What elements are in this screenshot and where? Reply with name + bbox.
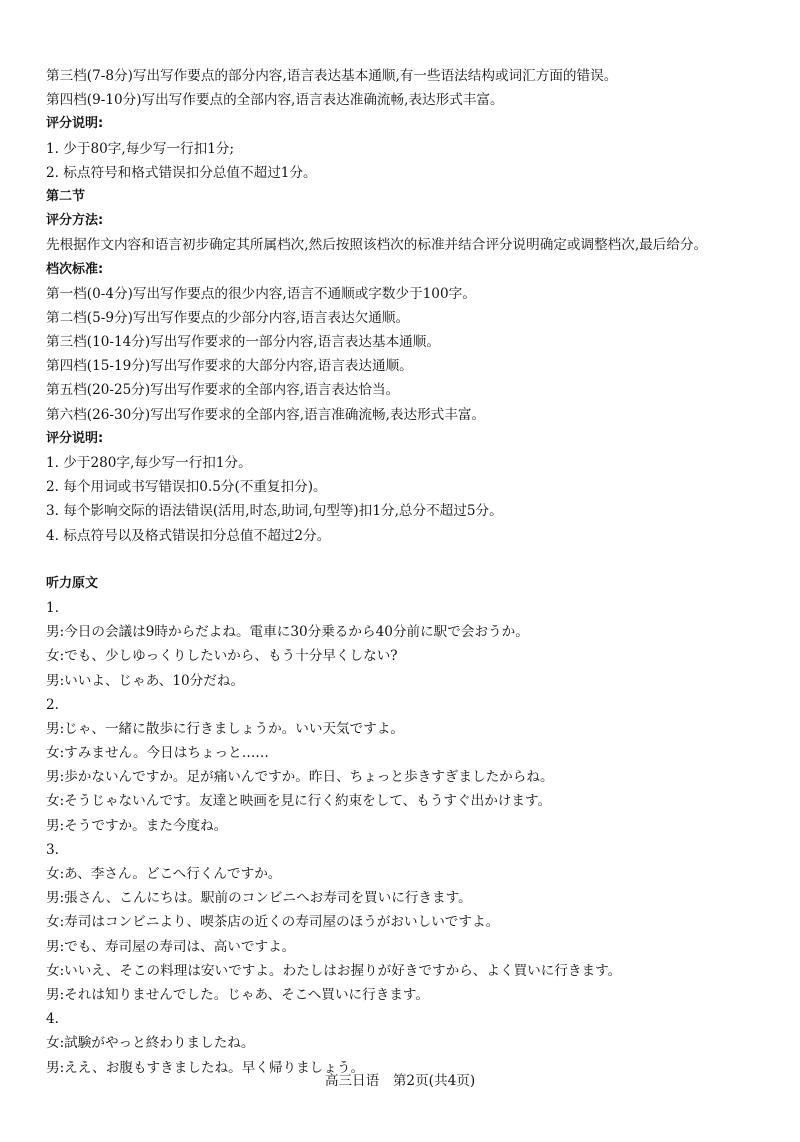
- dialogue-line: 男:いいよ、じゃあ、10分だね。: [46, 672, 245, 689]
- section2-notes-heading: 评分说明:: [46, 430, 104, 446]
- level-item-5: 第五档(20-25分)写出写作要求的全部内容,语言表达恰当。: [46, 382, 400, 399]
- section2-title: 第二节: [46, 188, 86, 204]
- dialogue-line: 男:ええ、お腹もすきましたね。早く帰りましょう。: [46, 1059, 365, 1076]
- section2-note-3: 3. 每个影响交际的语法错误(活用,时态,助词,句型等)扣1分,总分不超过5分。: [46, 503, 503, 520]
- grade-level-3: 第三档(7-8分)写出写作要点的部分内容,语言表达基本通顺,有一些语法结构或词汇方面的错误。: [46, 68, 618, 84]
- dialogue-line: 女:でも、少しゆっくりしたいから、もう十分早くしない?: [46, 648, 398, 665]
- dialogue-line: 女:いいえ、そこの料理は安いですよ。わたしはお握りが好きですから、よく買いに行きます。: [46, 962, 622, 979]
- level-item-4: 第四档(15-19分)写出写作要求的大部分内容,语言表达通顺。: [46, 358, 413, 375]
- question-number-1: 1.: [46, 599, 59, 616]
- levels-heading: 档次标准:: [46, 261, 104, 277]
- method-heading: 评分方法:: [46, 213, 104, 229]
- section2-note-1: 1. 少于280字,每少写一行扣1分。: [46, 455, 252, 471]
- dialogue-line: 男:それは知りませんでした。じゃあ、そこへ買いに行きます。: [46, 986, 430, 1003]
- question-number-2: 2.: [46, 696, 59, 713]
- level-item-2: 第二档(5-9分)写出写作要点的少部分内容,语言表达欠通顺。: [46, 309, 410, 326]
- level-item-3: 第三档(10-14分)写出写作要求的一部分内容,语言表达基本通顺。: [46, 334, 440, 351]
- scoring-notes-heading: 评分说明:: [46, 116, 104, 132]
- dialogue-line: 男:今日の会議は9時からだよね。電車に30分乗るから40分前に駅で会おうか。: [46, 624, 529, 641]
- dialogue-line: 女:すみません。今日はちょっと……: [46, 745, 269, 762]
- document-page: [46, 64, 766, 1080]
- dialogue-line: 女:試験がやっと終わりましたね。: [46, 1035, 255, 1052]
- question-number-3: 3.: [46, 841, 59, 858]
- method-text: 先根据作文内容和语言初步确定其所属档次,然后按照该档次的标准并结合评分说明确定或调整档次,最后给分。: [46, 237, 708, 254]
- dialogue-line: 男:でも、寿司屋の寿司は、高いですよ。: [46, 938, 296, 955]
- scoring-note-1: 1. 少于80字,每少写一行扣1分;: [46, 140, 235, 157]
- listening-title: 听力原文: [46, 575, 99, 591]
- grade-level-4: 第四档(9-10分)写出写作要点的全部内容,语言表达准确流畅,表达形式丰富。: [46, 92, 504, 109]
- section2-note-4: 4. 标点符号以及格式错误扣分总值不超过2分。: [46, 527, 331, 544]
- section2-note-2: 2. 每个用词或书写错误扣0.5分(不重复扣分)。: [46, 479, 327, 496]
- page-footer: 高三日语 第2页(共4页): [324, 1073, 476, 1089]
- dialogue-line: 女:そうじゃないんです。友達と映画を見に行く約束をして、もうすぐ出かけます。: [46, 793, 552, 810]
- dialogue-line: 女:寿司はコンビニより、喫茶店の近くの寿司屋のほうがおいしいですよ。: [46, 914, 500, 931]
- dialogue-line: 男:じゃ、一緒に散歩に行きましょうか。いい天気ですよ。: [46, 720, 405, 737]
- level-item-1: 第一档(0-4分)写出写作要点的很少内容,语言不通顺或字数少于100字。: [46, 285, 476, 302]
- section-spacer: [46, 548, 766, 572]
- dialogue-line: 女:あ、李さん。どこへ行くんですか。: [46, 866, 282, 882]
- level-item-6: 第六档(26-30分)写出写作要求的全部内容,语言准确流畅,表达形式丰富。: [46, 406, 486, 423]
- dialogue-line: 男:歩かないんですか。足が痛いんですか。昨日、ちょっと歩きすぎましたからね。: [46, 769, 554, 786]
- dialogue-line: 男:そうですか。また今度ね。: [46, 817, 228, 834]
- question-number-4: 4.: [46, 1011, 59, 1028]
- dialogue-line: 男:張さん、こんにちは。駅前のコンビニへお寿司を買いに行きます。: [46, 890, 472, 907]
- scoring-note-2: 2. 标点符号和格式错误扣分总值不超过1分。: [46, 164, 317, 181]
